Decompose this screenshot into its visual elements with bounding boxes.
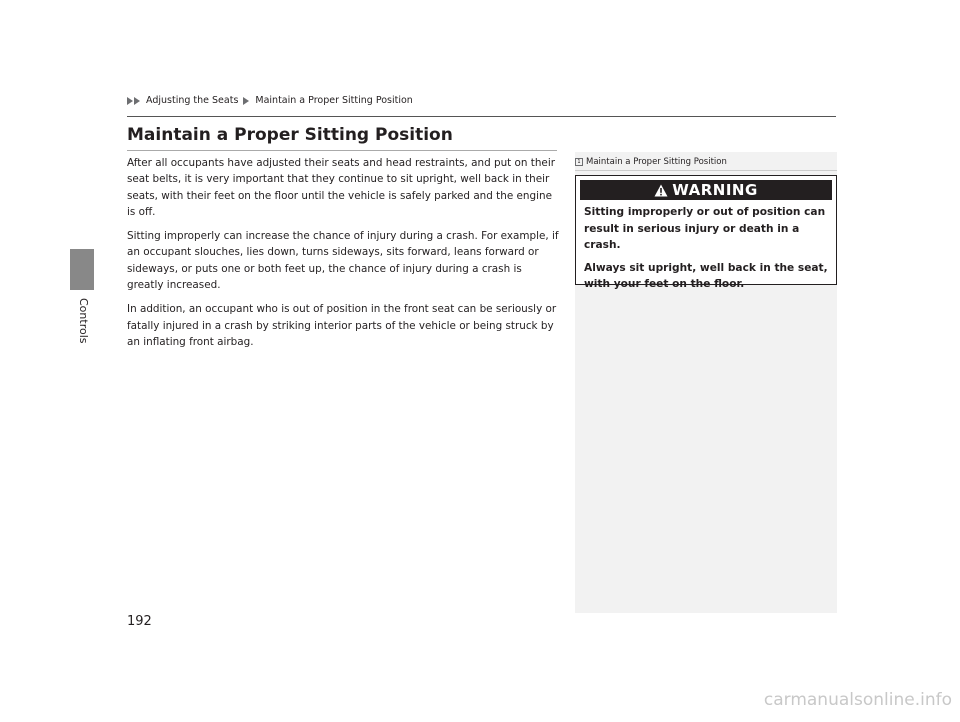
- warning-label: WARNING: [672, 181, 758, 199]
- warning-text: Always sit upright, well back in the seat, with your feet on the floor.: [584, 261, 828, 290]
- warning-box: [575, 175, 837, 290]
- breadcrumb-arrow-icon: [134, 97, 140, 105]
- sidebar-heading-text: Maintain a Proper Sitting Position: [586, 157, 727, 167]
- watermark: carmanualsonline.info: [763, 690, 952, 710]
- body-paragraph: In addition, an occupant who is out of position in the front seat can be seriously or fatally injured in a crash by striking interior parts of the vehicle or being struck by an inflating front airbag.: [127, 303, 557, 348]
- sidebar-heading: [575, 157, 837, 167]
- body-paragraph: After all occupants have adjusted their seats and head restraints, and put on their seat belts, it is very important that they continue to sit upright, well back in their seats, with their feet on the floor until the vehicle is safely parked and the engine is off.: [127, 157, 555, 218]
- section-tab-label: Controls: [77, 298, 90, 344]
- breadcrumb-arrow-icon: [243, 97, 249, 105]
- section-body: [127, 155, 561, 358]
- warning-triangle-icon: [654, 184, 668, 197]
- section-tab-marker: [70, 249, 94, 290]
- sidebar-notes: [575, 152, 837, 613]
- breadcrumb-item-adjusting-seats[interactable]: Adjusting the Seats: [146, 95, 239, 106]
- breadcrumb: [127, 95, 413, 106]
- page-title: Maintain a Proper Sitting Position: [127, 125, 453, 145]
- body-paragraph: Sitting improperly can increase the chance of injury during a crash. For example, if an occupant slouches, lies down, turns sideways, sits forward, leans forward or sideways, or puts one or both feet up, the chance of injury during a crash is greatly increased.: [127, 230, 559, 292]
- reference-marker-icon: 1: [575, 158, 583, 166]
- warning-body: [576, 200, 836, 293]
- warning-text: Sitting improperly or out of position can result in serious injury or death in a crash.: [584, 206, 826, 251]
- breadcrumb-item-sitting-position[interactable]: Maintain a Proper Sitting Position: [255, 95, 413, 106]
- page-number: 192: [127, 614, 152, 629]
- sidebar-divider: [575, 170, 837, 171]
- title-divider: [127, 150, 557, 151]
- breadcrumb-arrow-icon: [127, 97, 133, 105]
- header-divider: [127, 116, 836, 117]
- warning-header: [580, 180, 832, 200]
